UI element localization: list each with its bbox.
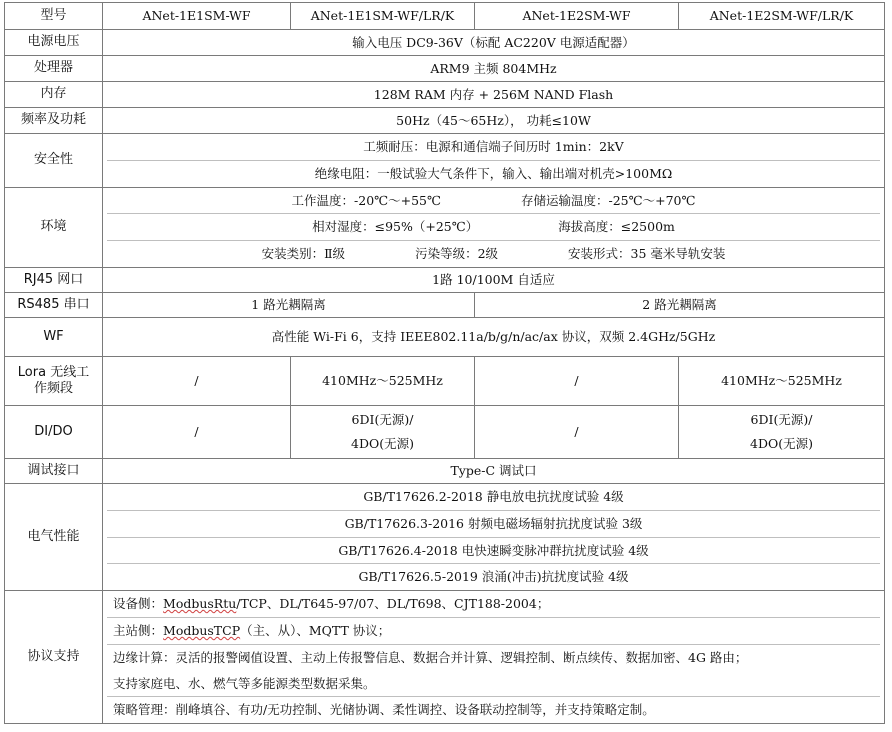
freq-value: 50Hz（45～65Hz）， 功耗≤10W	[103, 108, 885, 134]
dido-value-4-do: 4DO(无源)	[750, 435, 813, 451]
safety-line-1: 工频耐压：电源和通信端子间历时 1min：2kV	[363, 139, 624, 154]
dido-value-2	[291, 405, 475, 458]
protocol-row	[5, 591, 885, 724]
lora-row	[5, 356, 885, 405]
debug-row	[5, 458, 885, 483]
power-value: 输入电压 DC9-36V（标配 AC220V 电源适配器）	[103, 30, 885, 56]
dido-value-3: /	[475, 405, 679, 458]
lora-label-line-2: 作频段	[33, 380, 73, 396]
lora-label	[5, 356, 103, 405]
dido-value-2-di: 6DI(无源)/	[351, 412, 414, 428]
pollution-level: 污染等级：2级	[415, 246, 499, 262]
install-class: 安装类别：Ⅱ级	[261, 246, 346, 262]
env-line-install	[107, 240, 880, 267]
lora-value-2: 410MHz～525MHz	[291, 356, 475, 405]
protocol-device-line	[107, 591, 880, 617]
store-temp: 存储运输温度：-25℃～+70℃	[521, 192, 696, 208]
lora-label-line-1: Lora 无线工	[17, 364, 90, 380]
electrical-line-2: GB/T17626.3-2016 射频电磁场辐射抗扰度试验 3级	[107, 510, 880, 537]
rs485-label: RS485 串口	[5, 292, 103, 317]
wf-label: WF	[5, 317, 103, 356]
dido-value-1: /	[103, 405, 291, 458]
spec-table	[4, 2, 885, 724]
cpu-row	[5, 56, 885, 82]
safety-values	[103, 134, 885, 188]
dido-label: DI/DO	[5, 405, 103, 458]
master-modbus: ModbusTCP	[163, 622, 241, 638]
electrical-row	[5, 483, 885, 590]
electrical-label: 电气性能	[5, 483, 103, 590]
dido-value-4	[679, 405, 885, 458]
device-rest: /TCP、DL/T645-97/07、DL/T698、CJT188-2004；	[236, 596, 550, 612]
memory-label: 内存	[5, 82, 103, 108]
debug-label: 调试接口	[5, 458, 103, 483]
protocol-strategy-line: 策略管理：削峰填谷、有功/无功控制、光储协调、柔性调控、设备联动控制等，并支持策略定制。	[107, 696, 880, 723]
cpu-label: 处理器	[5, 56, 103, 82]
altitude: 海拔高度：≤2500m	[558, 219, 675, 235]
safety-line-2: 绝缘电阻：一般试验大气条件下，输入、输出端对机壳>100MΩ	[107, 160, 880, 187]
protocol-edge-line: 边缘计算：灵活的报警阈值设置、主动上传报警信息、数据合并计算、逻辑控制、断点续传、数据加密、4G 路由；	[107, 644, 880, 671]
power-row	[5, 30, 885, 56]
electrical-values	[103, 483, 885, 590]
memory-row	[5, 82, 885, 108]
wf-value: 高性能 Wi-Fi 6，支持 IEEE802.11a/b/g/n/ac/ax 协议，双频 2.4GHz/5GHz	[103, 317, 885, 356]
power-label: 电源电压	[5, 30, 103, 56]
model-2: ANet-1E1SM-WF/LR/K	[291, 3, 475, 30]
rj45-row	[5, 267, 885, 292]
dido-value-4-di: 6DI(无源)/	[750, 412, 813, 428]
rj45-label: RJ45 网口	[5, 267, 103, 292]
env-label: 环境	[5, 187, 103, 267]
env-row	[5, 187, 885, 267]
work-temp: 工作温度：-20℃～+55℃	[291, 192, 441, 208]
lora-value-1: /	[103, 356, 291, 405]
model-3: ANet-1E2SM-WF	[475, 3, 679, 30]
dido-row	[5, 405, 885, 458]
safety-row	[5, 134, 885, 188]
env-line-temp	[107, 188, 880, 214]
header-row	[5, 3, 885, 30]
freq-label: 频率及功耗	[5, 108, 103, 134]
rs485-row	[5, 292, 885, 317]
env-line-humidity	[107, 213, 880, 240]
header-label: 型号	[5, 3, 103, 30]
master-prefix: 主站侧：	[113, 622, 164, 638]
electrical-line-4: GB/T17626.5-2019 浪涌(冲击)抗扰度试验 4级	[107, 563, 880, 590]
device-prefix: 设备侧：	[113, 596, 164, 612]
protocol-master-line	[107, 617, 880, 644]
mount-type: 安装形式：35 毫米导轨安装	[568, 246, 726, 262]
cpu-value: ARM9 主频 804MHz	[103, 56, 885, 82]
protocol-energy-line: 支持家庭电、水、燃气等多能源类型数据采集。	[113, 675, 376, 691]
electrical-line-3: GB/T17626.4-2018 电快速瞬变脉冲群抗扰度试验 4级	[107, 537, 880, 564]
rs485-right: 2 路光耦隔离	[475, 292, 885, 317]
model-4: ANet-1E2SM-WF/LR/K	[679, 3, 885, 30]
lora-value-4: 410MHz～525MHz	[679, 356, 885, 405]
dido-value-2-do: 4DO(无源)	[351, 435, 414, 451]
protocol-values	[103, 591, 885, 724]
rj45-value: 1路 10/100M 自适应	[103, 267, 885, 292]
env-values	[103, 187, 885, 267]
freq-row	[5, 108, 885, 134]
memory-value: 128M RAM 内存 + 256M NAND Flash	[103, 82, 885, 108]
lora-value-3: /	[475, 356, 679, 405]
device-modbus: ModbusRtu	[163, 596, 237, 612]
debug-value: Type-C 调试口	[103, 458, 885, 483]
rs485-left: 1 路光耦隔离	[103, 292, 475, 317]
electrical-line-1: GB/T17626.2-2018 静电放电抗扰度试验 4级	[363, 488, 624, 504]
humidity: 相对湿度：≤95%（+25℃）	[312, 219, 479, 235]
model-1: ANet-1E1SM-WF	[103, 3, 291, 30]
master-rest: （主、从）、MQTT 协议；	[240, 622, 391, 638]
safety-label: 安全性	[5, 134, 103, 188]
protocol-label: 协议支持	[5, 591, 103, 724]
wf-row	[5, 317, 885, 356]
